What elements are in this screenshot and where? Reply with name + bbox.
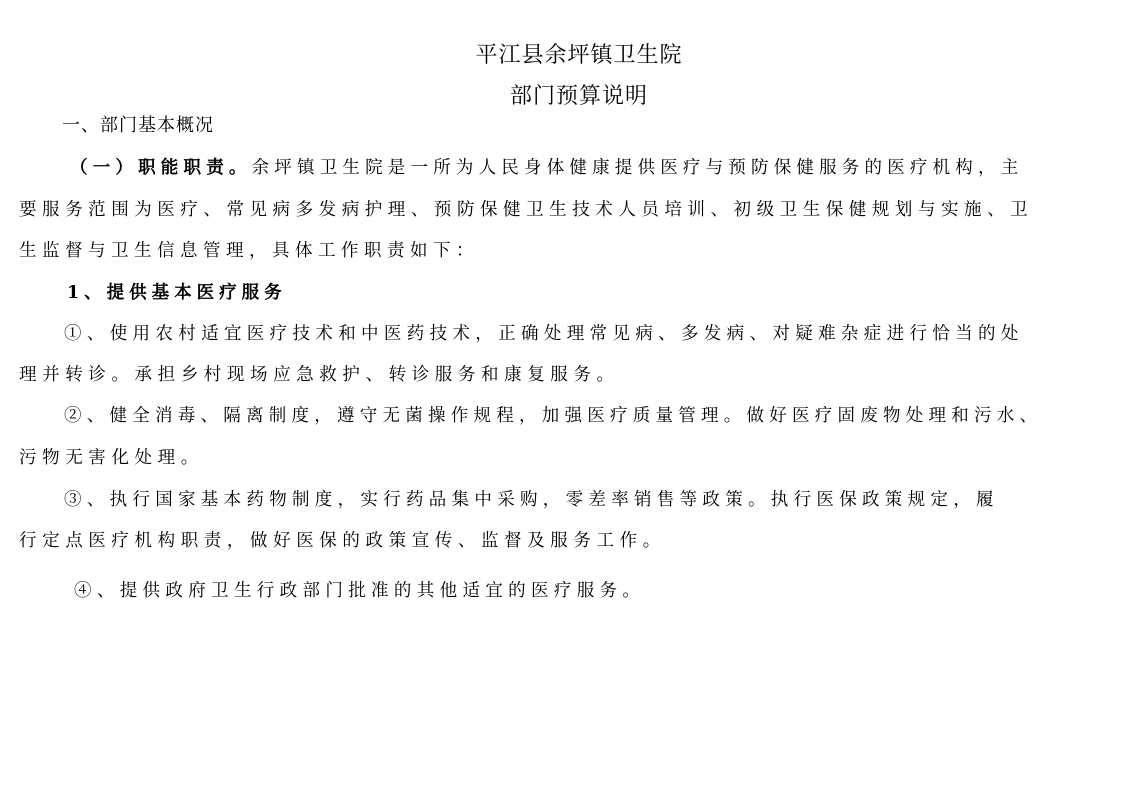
paragraph-duties-line-3: 生监督与卫生信息管理，具体工作职责如下： xyxy=(19,241,479,261)
point-1-line-2: 理并转诊。承担乡村现场应急救护、转诊服务和康复服务。 xyxy=(19,365,620,385)
point-3-line-1: ③、执行国家基本药物制度，实行药品集中采购，零差率销售等政策。执行医保政策规定，履 xyxy=(64,490,999,510)
point-3-line-2: 行定点医疗机构职责，做好医保的政策宣传、监督及服务工作。 xyxy=(19,531,666,551)
subsection-label-duties: （一）职能职责。 xyxy=(70,158,252,178)
paragraph-duties-line-2: 要服务范围为医疗、常见病多发病护理、预防保健卫生技术人员培训、初级卫生保健规划与实施、卫 xyxy=(19,200,1034,220)
section-heading-overview: 一、部门基本概况 xyxy=(62,115,214,136)
point-2-line-2: 污物无害化处理。 xyxy=(19,448,204,468)
point-4-line-1: ④、提供政府卫生行政部门批准的其他适宜的医疗服务。 xyxy=(74,581,646,601)
document-subtitle: 部门预算说明 xyxy=(509,84,648,109)
document-title: 平江县余坪镇卫生院 xyxy=(475,43,683,68)
subsection-text-duties: 余坪镇卫生院是一所为人民身体健康提供医疗与预防保健服务的医疗机构，主 xyxy=(251,158,1024,178)
point-1-line-1: ①、使用农村适宜医疗技术和中医药技术，正确处理常见病、多发病、对疑难杂症进行恰当的处 xyxy=(64,324,1024,344)
point-2-line-1: ②、健全消毒、隔离制度，遵守无菌操作规程，加强医疗质量管理。做好医疗固废物处理和污水、 xyxy=(64,406,1043,426)
item-heading-basic-medical-services: 1、提供基本医疗服务 xyxy=(67,283,287,303)
paragraph-duties-line-1 xyxy=(70,156,1023,180)
